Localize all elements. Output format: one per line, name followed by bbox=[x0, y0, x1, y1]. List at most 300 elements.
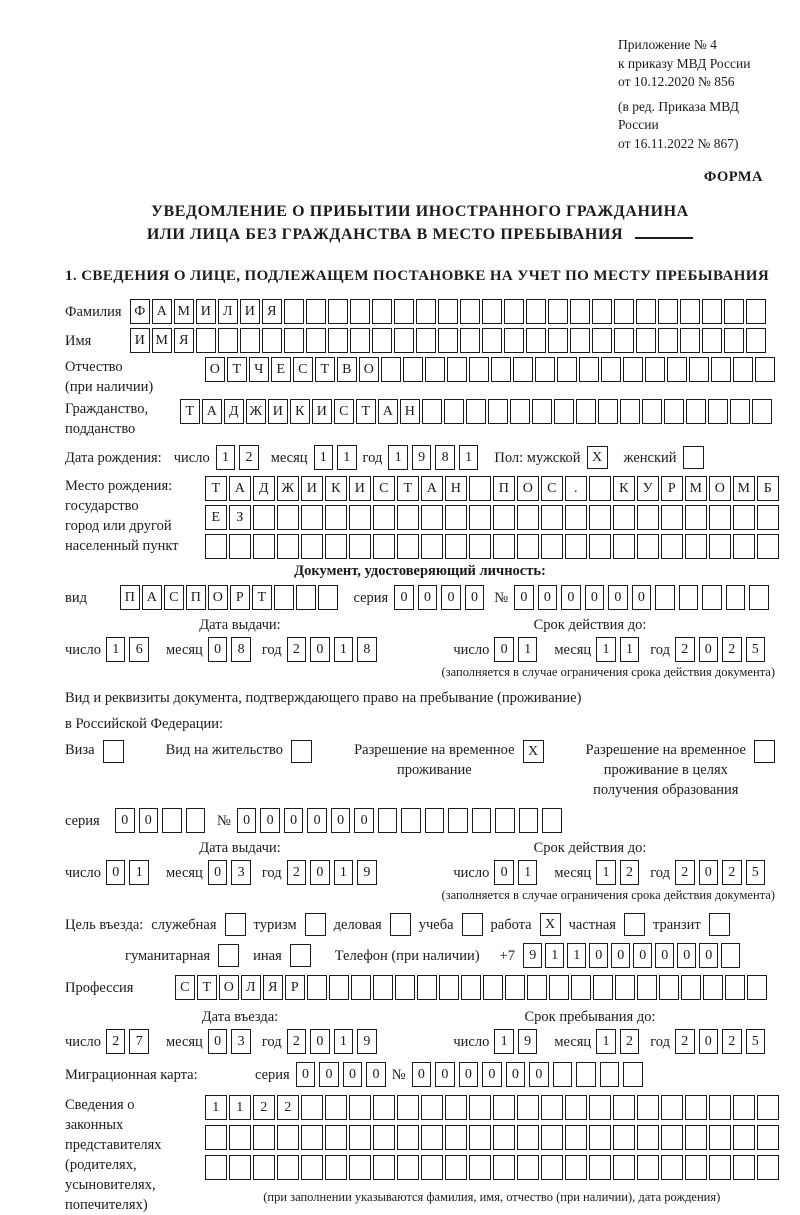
char-cell[interactable]: 2 bbox=[277, 1095, 299, 1120]
char-cell[interactable] bbox=[349, 1125, 371, 1150]
char-cell[interactable]: 9 bbox=[412, 445, 432, 470]
char-cell[interactable] bbox=[600, 1062, 620, 1087]
char-cell[interactable]: 0 bbox=[208, 637, 228, 662]
char-cell[interactable]: 2 bbox=[675, 1029, 695, 1054]
char-cell[interactable]: Я bbox=[263, 975, 283, 1000]
char-cell[interactable]: 0 bbox=[494, 860, 514, 885]
char-cell[interactable] bbox=[469, 1125, 491, 1150]
char-cell[interactable]: М bbox=[733, 476, 755, 501]
char-cell[interactable]: 1 bbox=[129, 860, 149, 885]
char-cell[interactable] bbox=[218, 328, 238, 353]
char-cell[interactable] bbox=[394, 328, 414, 353]
char-cell[interactable]: М bbox=[685, 476, 707, 501]
char-cell[interactable] bbox=[749, 585, 769, 610]
char-cell[interactable] bbox=[613, 1125, 635, 1150]
char-cell[interactable]: 0 bbox=[538, 585, 558, 610]
char-cell[interactable] bbox=[535, 357, 555, 382]
char-cell[interactable]: Т bbox=[205, 476, 227, 501]
char-cell[interactable]: Н bbox=[445, 476, 467, 501]
char-cell[interactable] bbox=[593, 975, 613, 1000]
char-cell[interactable] bbox=[614, 328, 634, 353]
char-cell[interactable] bbox=[461, 975, 481, 1000]
char-cell[interactable] bbox=[517, 1125, 539, 1150]
char-cell[interactable] bbox=[325, 505, 347, 530]
char-cell[interactable] bbox=[685, 505, 707, 530]
char-cell[interactable]: 0 bbox=[208, 860, 228, 885]
char-cell[interactable]: 0 bbox=[589, 943, 609, 968]
char-cell[interactable] bbox=[301, 505, 323, 530]
char-cell[interactable] bbox=[733, 505, 755, 530]
char-cell[interactable] bbox=[681, 975, 701, 1000]
char-cell[interactable] bbox=[284, 328, 304, 353]
purpose-transit-checkbox[interactable] bbox=[709, 913, 730, 936]
char-cell[interactable]: 0 bbox=[412, 1062, 432, 1087]
char-cell[interactable] bbox=[541, 1095, 563, 1120]
char-cell[interactable]: 0 bbox=[506, 1062, 526, 1087]
char-cell[interactable] bbox=[661, 1095, 683, 1120]
char-cell[interactable] bbox=[637, 534, 659, 559]
char-cell[interactable] bbox=[589, 476, 611, 501]
char-cell[interactable] bbox=[746, 299, 766, 324]
char-cell[interactable] bbox=[661, 1155, 683, 1180]
char-cell[interactable]: 0 bbox=[699, 860, 719, 885]
char-cell[interactable] bbox=[513, 357, 533, 382]
purpose-official-checkbox[interactable] bbox=[225, 913, 246, 936]
char-cell[interactable]: Ж bbox=[246, 399, 266, 424]
char-cell[interactable] bbox=[229, 534, 251, 559]
char-cell[interactable]: М bbox=[152, 328, 172, 353]
char-cell[interactable]: С bbox=[541, 476, 563, 501]
char-cell[interactable]: 1 bbox=[334, 1029, 354, 1054]
char-cell[interactable] bbox=[553, 1062, 573, 1087]
char-cell[interactable] bbox=[541, 534, 563, 559]
char-cell[interactable]: 1 bbox=[518, 637, 538, 662]
char-cell[interactable] bbox=[329, 975, 349, 1000]
char-cell[interactable]: 1 bbox=[620, 637, 640, 662]
char-cell[interactable] bbox=[686, 399, 706, 424]
char-cell[interactable]: 1 bbox=[567, 943, 587, 968]
char-cell[interactable] bbox=[613, 1095, 635, 1120]
char-cell[interactable] bbox=[752, 399, 772, 424]
char-cell[interactable]: 0 bbox=[319, 1062, 339, 1087]
char-cell[interactable] bbox=[504, 299, 524, 324]
char-cell[interactable] bbox=[483, 975, 503, 1000]
char-cell[interactable] bbox=[284, 299, 304, 324]
char-cell[interactable]: 0 bbox=[394, 585, 414, 610]
char-cell[interactable] bbox=[381, 357, 401, 382]
char-cell[interactable]: 5 bbox=[746, 1029, 766, 1054]
char-cell[interactable]: О bbox=[359, 357, 379, 382]
char-cell[interactable] bbox=[565, 1125, 587, 1150]
char-cell[interactable] bbox=[349, 1155, 371, 1180]
char-cell[interactable] bbox=[196, 328, 216, 353]
char-cell[interactable] bbox=[757, 1095, 779, 1120]
char-cell[interactable] bbox=[372, 299, 392, 324]
char-cell[interactable]: С bbox=[373, 476, 395, 501]
char-cell[interactable] bbox=[397, 505, 419, 530]
char-cell[interactable]: А bbox=[142, 585, 162, 610]
char-cell[interactable] bbox=[679, 585, 699, 610]
char-cell[interactable] bbox=[469, 534, 491, 559]
char-cell[interactable] bbox=[541, 1125, 563, 1150]
char-cell[interactable]: 0 bbox=[699, 943, 719, 968]
char-cell[interactable]: Е bbox=[271, 357, 291, 382]
char-cell[interactable] bbox=[510, 399, 530, 424]
char-cell[interactable]: 2 bbox=[722, 860, 742, 885]
char-cell[interactable]: 0 bbox=[307, 808, 327, 833]
char-cell[interactable]: О bbox=[219, 975, 239, 1000]
char-cell[interactable]: 0 bbox=[465, 585, 485, 610]
char-cell[interactable] bbox=[504, 328, 524, 353]
char-cell[interactable] bbox=[253, 505, 275, 530]
char-cell[interactable] bbox=[325, 1095, 347, 1120]
char-cell[interactable] bbox=[733, 1125, 755, 1150]
char-cell[interactable]: М bbox=[174, 299, 194, 324]
char-cell[interactable] bbox=[349, 534, 371, 559]
char-cell[interactable]: 2 bbox=[287, 860, 307, 885]
char-cell[interactable]: 1 bbox=[596, 1029, 616, 1054]
char-cell[interactable] bbox=[589, 1125, 611, 1150]
char-cell[interactable]: 1 bbox=[388, 445, 408, 470]
char-cell[interactable] bbox=[570, 328, 590, 353]
char-cell[interactable] bbox=[401, 808, 421, 833]
char-cell[interactable] bbox=[350, 299, 370, 324]
char-cell[interactable]: Р bbox=[230, 585, 250, 610]
char-cell[interactable]: 0 bbox=[115, 808, 135, 833]
char-cell[interactable] bbox=[425, 808, 445, 833]
sex-male-checkbox[interactable]: X bbox=[587, 446, 608, 469]
char-cell[interactable] bbox=[373, 505, 395, 530]
char-cell[interactable] bbox=[623, 1062, 643, 1087]
char-cell[interactable] bbox=[615, 975, 635, 1000]
char-cell[interactable] bbox=[425, 357, 445, 382]
char-cell[interactable] bbox=[755, 357, 775, 382]
char-cell[interactable]: 1 bbox=[545, 943, 565, 968]
char-cell[interactable]: 3 bbox=[231, 1029, 251, 1054]
char-cell[interactable] bbox=[469, 1095, 491, 1120]
char-cell[interactable] bbox=[397, 534, 419, 559]
char-cell[interactable] bbox=[709, 1155, 731, 1180]
char-cell[interactable]: О bbox=[205, 357, 225, 382]
char-cell[interactable]: 2 bbox=[675, 637, 695, 662]
char-cell[interactable]: 0 bbox=[482, 1062, 502, 1087]
char-cell[interactable]: С bbox=[175, 975, 195, 1000]
char-cell[interactable] bbox=[253, 534, 275, 559]
char-cell[interactable] bbox=[482, 328, 502, 353]
char-cell[interactable]: 0 bbox=[529, 1062, 549, 1087]
char-cell[interactable] bbox=[702, 585, 722, 610]
char-cell[interactable] bbox=[274, 585, 294, 610]
char-cell[interactable] bbox=[576, 399, 596, 424]
char-cell[interactable] bbox=[417, 975, 437, 1000]
char-cell[interactable] bbox=[373, 534, 395, 559]
char-cell[interactable] bbox=[350, 328, 370, 353]
char-cell[interactable]: 0 bbox=[441, 585, 461, 610]
char-cell[interactable] bbox=[162, 808, 182, 833]
char-cell[interactable] bbox=[488, 399, 508, 424]
char-cell[interactable]: С bbox=[164, 585, 184, 610]
char-cell[interactable]: Ч bbox=[249, 357, 269, 382]
char-cell[interactable]: И bbox=[312, 399, 332, 424]
char-cell[interactable] bbox=[680, 328, 700, 353]
char-cell[interactable] bbox=[205, 534, 227, 559]
char-cell[interactable] bbox=[495, 808, 515, 833]
char-cell[interactable] bbox=[186, 808, 206, 833]
char-cell[interactable]: 1 bbox=[229, 1095, 251, 1120]
char-cell[interactable] bbox=[306, 328, 326, 353]
char-cell[interactable] bbox=[205, 1155, 227, 1180]
char-cell[interactable] bbox=[421, 505, 443, 530]
char-cell[interactable] bbox=[519, 808, 539, 833]
char-cell[interactable]: Т bbox=[356, 399, 376, 424]
char-cell[interactable] bbox=[296, 585, 316, 610]
char-cell[interactable]: Ж bbox=[277, 476, 299, 501]
char-cell[interactable] bbox=[301, 1155, 323, 1180]
char-cell[interactable] bbox=[373, 1095, 395, 1120]
char-cell[interactable]: Е bbox=[205, 505, 227, 530]
char-cell[interactable] bbox=[709, 505, 731, 530]
char-cell[interactable] bbox=[637, 505, 659, 530]
char-cell[interactable]: 0 bbox=[699, 1029, 719, 1054]
char-cell[interactable] bbox=[421, 1125, 443, 1150]
char-cell[interactable]: О bbox=[709, 476, 731, 501]
char-cell[interactable] bbox=[493, 1155, 515, 1180]
char-cell[interactable] bbox=[421, 534, 443, 559]
char-cell[interactable]: Т bbox=[315, 357, 335, 382]
char-cell[interactable] bbox=[328, 299, 348, 324]
char-cell[interactable]: 0 bbox=[611, 943, 631, 968]
char-cell[interactable] bbox=[373, 1155, 395, 1180]
char-cell[interactable]: А bbox=[202, 399, 222, 424]
char-cell[interactable] bbox=[757, 1125, 779, 1150]
char-cell[interactable]: Я bbox=[262, 299, 282, 324]
char-cell[interactable] bbox=[422, 399, 442, 424]
char-cell[interactable] bbox=[301, 1125, 323, 1150]
char-cell[interactable]: 0 bbox=[608, 585, 628, 610]
char-cell[interactable] bbox=[517, 1155, 539, 1180]
char-cell[interactable] bbox=[724, 299, 744, 324]
char-cell[interactable] bbox=[526, 299, 546, 324]
char-cell[interactable] bbox=[469, 505, 491, 530]
char-cell[interactable] bbox=[541, 505, 563, 530]
purpose-tourism-checkbox[interactable] bbox=[305, 913, 326, 936]
char-cell[interactable] bbox=[667, 357, 687, 382]
char-cell[interactable] bbox=[565, 1155, 587, 1180]
char-cell[interactable]: 8 bbox=[435, 445, 455, 470]
char-cell[interactable]: А bbox=[229, 476, 251, 501]
char-cell[interactable] bbox=[469, 1155, 491, 1180]
char-cell[interactable] bbox=[685, 1095, 707, 1120]
char-cell[interactable]: 0 bbox=[366, 1062, 386, 1087]
char-cell[interactable]: Б bbox=[757, 476, 779, 501]
char-cell[interactable] bbox=[733, 357, 753, 382]
char-cell[interactable]: 1 bbox=[596, 860, 616, 885]
char-cell[interactable] bbox=[229, 1125, 251, 1150]
char-cell[interactable]: 0 bbox=[435, 1062, 455, 1087]
char-cell[interactable]: 2 bbox=[620, 860, 640, 885]
char-cell[interactable] bbox=[526, 328, 546, 353]
char-cell[interactable] bbox=[746, 328, 766, 353]
char-cell[interactable] bbox=[554, 399, 574, 424]
char-cell[interactable] bbox=[589, 505, 611, 530]
char-cell[interactable] bbox=[680, 299, 700, 324]
char-cell[interactable] bbox=[642, 399, 662, 424]
char-cell[interactable]: А bbox=[152, 299, 172, 324]
char-cell[interactable] bbox=[373, 1125, 395, 1150]
char-cell[interactable] bbox=[637, 975, 657, 1000]
char-cell[interactable]: 9 bbox=[523, 943, 543, 968]
char-cell[interactable]: Ф bbox=[130, 299, 150, 324]
char-cell[interactable] bbox=[460, 328, 480, 353]
char-cell[interactable] bbox=[277, 1125, 299, 1150]
char-cell[interactable] bbox=[325, 1125, 347, 1150]
char-cell[interactable] bbox=[623, 357, 643, 382]
char-cell[interactable] bbox=[661, 534, 683, 559]
char-cell[interactable]: 1 bbox=[216, 445, 236, 470]
char-cell[interactable]: 2 bbox=[239, 445, 259, 470]
char-cell[interactable] bbox=[658, 299, 678, 324]
char-cell[interactable]: 2 bbox=[106, 1029, 126, 1054]
char-cell[interactable] bbox=[397, 1095, 419, 1120]
char-cell[interactable] bbox=[307, 975, 327, 1000]
char-cell[interactable] bbox=[549, 975, 569, 1000]
char-cell[interactable]: 2 bbox=[722, 637, 742, 662]
char-cell[interactable] bbox=[421, 1095, 443, 1120]
char-cell[interactable] bbox=[733, 534, 755, 559]
char-cell[interactable] bbox=[394, 299, 414, 324]
char-cell[interactable] bbox=[576, 1062, 596, 1087]
char-cell[interactable]: 5 bbox=[746, 860, 766, 885]
char-cell[interactable]: П bbox=[186, 585, 206, 610]
char-cell[interactable]: 1 bbox=[314, 445, 334, 470]
char-cell[interactable] bbox=[557, 357, 577, 382]
char-cell[interactable]: И bbox=[301, 476, 323, 501]
char-cell[interactable]: 0 bbox=[237, 808, 257, 833]
char-cell[interactable]: Т bbox=[252, 585, 272, 610]
char-cell[interactable] bbox=[373, 975, 393, 1000]
char-cell[interactable] bbox=[253, 1155, 275, 1180]
char-cell[interactable] bbox=[447, 357, 467, 382]
char-cell[interactable]: И bbox=[240, 299, 260, 324]
char-cell[interactable]: Т bbox=[227, 357, 247, 382]
char-cell[interactable] bbox=[349, 1095, 371, 1120]
char-cell[interactable]: Т bbox=[197, 975, 217, 1000]
char-cell[interactable] bbox=[637, 1155, 659, 1180]
char-cell[interactable] bbox=[658, 328, 678, 353]
char-cell[interactable] bbox=[466, 399, 486, 424]
char-cell[interactable] bbox=[565, 534, 587, 559]
char-cell[interactable]: К bbox=[613, 476, 635, 501]
char-cell[interactable]: 9 bbox=[518, 1029, 538, 1054]
char-cell[interactable]: 0 bbox=[139, 808, 159, 833]
char-cell[interactable]: Я bbox=[174, 328, 194, 353]
char-cell[interactable] bbox=[493, 1125, 515, 1150]
char-cell[interactable] bbox=[397, 1125, 419, 1150]
char-cell[interactable] bbox=[724, 328, 744, 353]
char-cell[interactable] bbox=[301, 1095, 323, 1120]
char-cell[interactable]: 0 bbox=[677, 943, 697, 968]
char-cell[interactable] bbox=[469, 476, 491, 501]
char-cell[interactable] bbox=[277, 505, 299, 530]
char-cell[interactable] bbox=[637, 1125, 659, 1150]
char-cell[interactable]: 3 bbox=[231, 860, 251, 885]
char-cell[interactable] bbox=[277, 534, 299, 559]
char-cell[interactable]: 2 bbox=[722, 1029, 742, 1054]
char-cell[interactable]: 0 bbox=[310, 637, 330, 662]
char-cell[interactable] bbox=[328, 328, 348, 353]
char-cell[interactable] bbox=[517, 505, 539, 530]
char-cell[interactable]: 2 bbox=[620, 1029, 640, 1054]
rvp-education-checkbox[interactable] bbox=[754, 740, 775, 763]
char-cell[interactable]: К bbox=[325, 476, 347, 501]
char-cell[interactable]: С bbox=[334, 399, 354, 424]
char-cell[interactable]: 2 bbox=[253, 1095, 275, 1120]
char-cell[interactable] bbox=[733, 1155, 755, 1180]
char-cell[interactable]: 8 bbox=[231, 637, 251, 662]
char-cell[interactable]: К bbox=[290, 399, 310, 424]
char-cell[interactable]: 0 bbox=[494, 637, 514, 662]
char-cell[interactable]: 0 bbox=[561, 585, 581, 610]
char-cell[interactable]: 1 bbox=[334, 860, 354, 885]
char-cell[interactable]: П bbox=[493, 476, 515, 501]
char-cell[interactable] bbox=[548, 328, 568, 353]
char-cell[interactable]: 0 bbox=[655, 943, 675, 968]
char-cell[interactable]: 1 bbox=[459, 445, 479, 470]
rvp-checkbox[interactable]: X bbox=[523, 740, 544, 763]
char-cell[interactable] bbox=[579, 357, 599, 382]
char-cell[interactable]: 0 bbox=[310, 860, 330, 885]
purpose-other-checkbox[interactable] bbox=[290, 944, 311, 967]
char-cell[interactable] bbox=[318, 585, 338, 610]
char-cell[interactable]: 0 bbox=[331, 808, 351, 833]
char-cell[interactable]: 2 bbox=[287, 637, 307, 662]
char-cell[interactable]: З bbox=[229, 505, 251, 530]
char-cell[interactable] bbox=[592, 328, 612, 353]
char-cell[interactable]: И bbox=[268, 399, 288, 424]
char-cell[interactable] bbox=[636, 328, 656, 353]
char-cell[interactable]: Д bbox=[253, 476, 275, 501]
char-cell[interactable] bbox=[613, 534, 635, 559]
char-cell[interactable] bbox=[460, 299, 480, 324]
char-cell[interactable] bbox=[685, 1155, 707, 1180]
char-cell[interactable]: 0 bbox=[633, 943, 653, 968]
char-cell[interactable] bbox=[262, 328, 282, 353]
char-cell[interactable]: 0 bbox=[585, 585, 605, 610]
char-cell[interactable] bbox=[445, 505, 467, 530]
char-cell[interactable] bbox=[325, 1155, 347, 1180]
char-cell[interactable] bbox=[708, 399, 728, 424]
char-cell[interactable] bbox=[685, 1125, 707, 1150]
char-cell[interactable]: 0 bbox=[699, 637, 719, 662]
visa-checkbox[interactable] bbox=[103, 740, 124, 763]
char-cell[interactable]: 7 bbox=[129, 1029, 149, 1054]
char-cell[interactable] bbox=[349, 505, 371, 530]
char-cell[interactable] bbox=[747, 975, 767, 1000]
char-cell[interactable]: 0 bbox=[310, 1029, 330, 1054]
char-cell[interactable] bbox=[601, 357, 621, 382]
char-cell[interactable]: И bbox=[130, 328, 150, 353]
char-cell[interactable]: 6 bbox=[129, 637, 149, 662]
residence-permit-checkbox[interactable] bbox=[291, 740, 312, 763]
char-cell[interactable]: 1 bbox=[596, 637, 616, 662]
char-cell[interactable]: 0 bbox=[632, 585, 652, 610]
char-cell[interactable] bbox=[439, 975, 459, 1000]
char-cell[interactable] bbox=[205, 1125, 227, 1150]
char-cell[interactable]: . bbox=[565, 476, 587, 501]
purpose-study-checkbox[interactable] bbox=[462, 913, 483, 936]
char-cell[interactable] bbox=[445, 1125, 467, 1150]
char-cell[interactable] bbox=[637, 1095, 659, 1120]
